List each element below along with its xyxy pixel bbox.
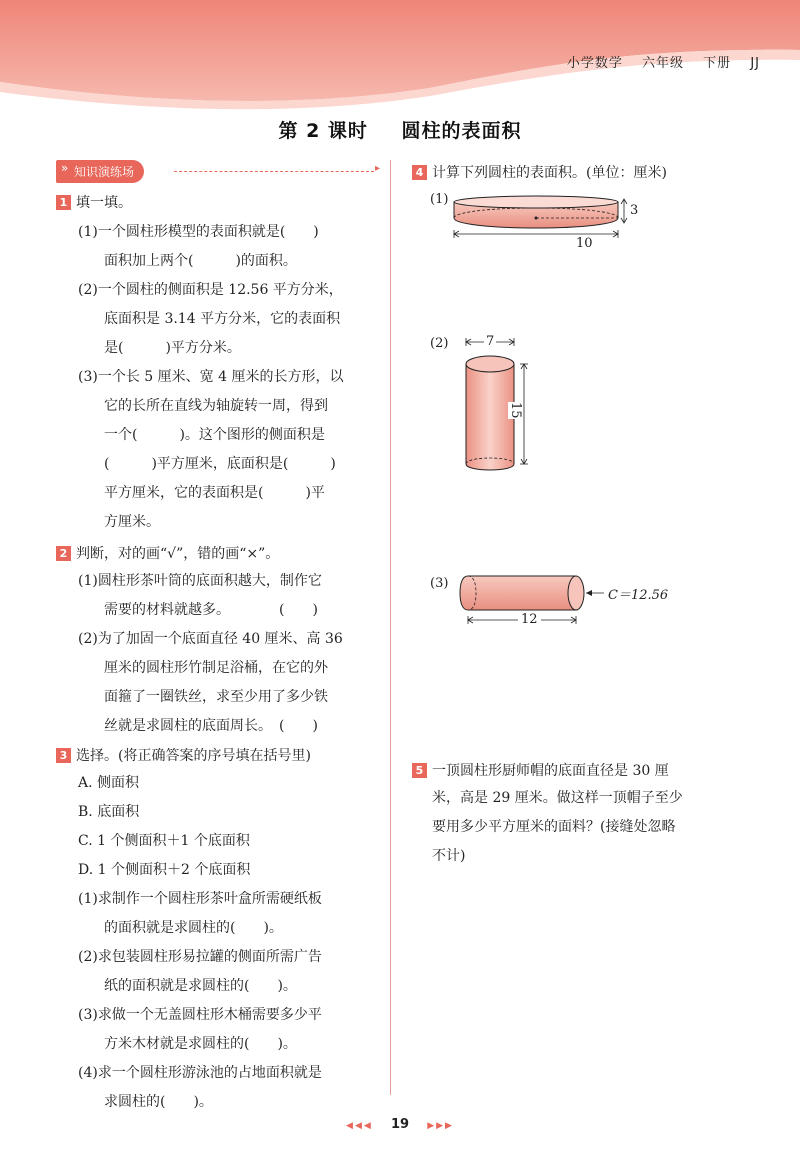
question-3-stem: [56, 743, 376, 769]
column-divider: [390, 160, 391, 1095]
page-number: 19: [390, 1117, 410, 1132]
volume-label: 下册: [703, 56, 732, 71]
question-number-badge: 2: [56, 546, 71, 561]
choice-option-d: D. 1 个侧面积＋2 个底面积: [78, 862, 251, 878]
book-series-label: [567, 52, 760, 71]
question-5-line-1: [412, 758, 752, 784]
figure-3-circumference: C＝12.56: [608, 588, 669, 603]
figure-2-label: (2): [430, 336, 449, 351]
item-line: (4)求一个圆柱形游泳池的占地面积就是: [78, 1065, 322, 1081]
item-line: 方厘米。: [104, 514, 160, 530]
flat-cylinder-drawing: [448, 190, 688, 250]
question-3-item-3: [56, 1001, 376, 1059]
question-number-badge: 4: [412, 165, 427, 180]
figure-1-label: (1): [430, 192, 449, 207]
question-number-badge: 1: [56, 195, 71, 210]
question-3-options: [56, 769, 376, 885]
section-header: [56, 160, 376, 184]
item-line: 是( )平方分米。: [104, 340, 241, 356]
question-1-stem: [56, 190, 376, 216]
question-5-line-3: 要用多少平方厘米的面料？(接缝处忽略: [432, 819, 676, 835]
page-title: [0, 116, 800, 143]
question-2-stem: [56, 541, 376, 567]
grade-label: 六年级: [642, 56, 685, 71]
item-line: (3)一个长 5 厘米、宽 4 厘米的长方形，以: [78, 369, 344, 385]
item-line: 厘米的圆柱形竹制足浴桶，在它的外: [104, 660, 328, 676]
figure-2-height: 15: [508, 402, 523, 419]
question-1-item-1: [56, 218, 376, 276]
subject-label: 小学数学: [566, 56, 623, 71]
question-2-text: 判断，对的画“√”，错的画“×”。: [76, 546, 280, 562]
figure-2-cylinder: [412, 336, 752, 496]
figure-1-height: 3: [630, 203, 639, 218]
question-1-item-2: [56, 276, 376, 363]
item-line: 纸的面积就是求圆柱的( )。: [104, 978, 297, 994]
item-line: 平方厘米，它的表面积是( )平: [104, 485, 325, 501]
question-number-badge: 3: [56, 748, 71, 763]
item-line: (1)一个圆柱形模型的表面积就是( ): [78, 224, 319, 240]
item-line: 的面积就是求圆柱的( )。: [104, 920, 283, 936]
lesson-topic: 圆柱的表面积: [401, 120, 522, 142]
item-line: 丝就是求圆柱的底面周长。 ( ): [104, 718, 318, 734]
figure-3-label: (3): [430, 576, 449, 591]
question-5-line-4: 不计): [432, 848, 466, 864]
figure-3-length: 12: [518, 612, 541, 627]
right-arrows-icon: ▶▶▶: [427, 1121, 454, 1131]
item-line: 方米木材就是求圆柱的( )。: [104, 1036, 297, 1052]
edition-label: JJ: [750, 56, 760, 71]
item-line: 求圆柱的( )。: [104, 1094, 213, 1110]
item-line: (2)求包装圆柱形易拉罐的侧面所需广告: [78, 949, 322, 965]
right-column: [412, 160, 752, 871]
page-footer: [0, 1117, 800, 1132]
section-dash-line: [174, 171, 374, 172]
question-2-item-1: [56, 567, 376, 625]
question-4-text: 计算下列圆柱的表面积。(单位：厘米): [432, 165, 667, 181]
lesson-number: 第 2 课时: [278, 120, 368, 142]
item-line: 底面积是 3.14 平方分米，它的表面积: [104, 311, 341, 327]
left-arrows-icon: ◀◀◀: [346, 1121, 373, 1131]
choice-option-b: B. 底面积: [78, 804, 140, 820]
horizontal-cylinder-drawing: [458, 572, 628, 632]
figure-1-cylinder: [412, 190, 752, 250]
item-line: 它的长所在直线为轴旋转一周，得到: [104, 398, 328, 414]
question-number-badge: 5: [412, 763, 427, 778]
question-2-item-2: [56, 625, 376, 741]
section-tag: » 知识演练场: [56, 160, 144, 183]
question-3-text: 选择。(将正确答案的序号填在括号里): [76, 748, 311, 764]
figure-1-diameter: 10: [576, 236, 593, 251]
question-5: [412, 758, 752, 871]
question-1-text: 填一填。: [76, 195, 132, 211]
figure-3-cylinder: [412, 572, 752, 632]
item-line: 面积加上两个( )的面积。: [104, 253, 297, 269]
question-1-item-3: [56, 363, 376, 537]
item-line: (3)求做一个无盖圆柱形木桶需要多少平: [78, 1007, 322, 1023]
item-line: (1)求制作一个圆柱形茶叶盒所需硬纸板: [78, 891, 322, 907]
question-5-text: 一顶圆柱形厨师帽的底面直径是 30 厘: [432, 763, 669, 779]
item-line: (2)为了加固一个底面直径 40 厘米、高 36: [78, 631, 343, 647]
choice-option-a: A. 侧面积: [78, 775, 140, 791]
choice-option-c: C. 1 个侧面积＋1 个底面积: [78, 833, 250, 849]
item-line: 面箍了一圈铁丝，求至少用了多少铁: [104, 689, 328, 705]
item-line: (1)圆柱形茶叶筒的底面积越大，制作它: [78, 573, 322, 589]
question-3-item-4: [56, 1059, 376, 1117]
item-line: (2)一个圆柱的侧面积是 12.56 平方分米，: [78, 282, 343, 298]
question-3-item-1: [56, 885, 376, 943]
question-4-stem: [412, 160, 752, 186]
left-column: [56, 160, 376, 1117]
figure-2-diameter: 7: [486, 334, 495, 349]
item-line: 一个( )。这个图形的侧面积是: [104, 427, 325, 443]
item-line: 需要的材料就越多。 ( ): [104, 602, 318, 618]
question-5-line-2: 米，高是 29 厘米。做这样一顶帽子至少: [432, 790, 683, 806]
question-3-item-2: [56, 943, 376, 1001]
item-line: ( )平方厘米，底面积是( ): [104, 456, 336, 472]
